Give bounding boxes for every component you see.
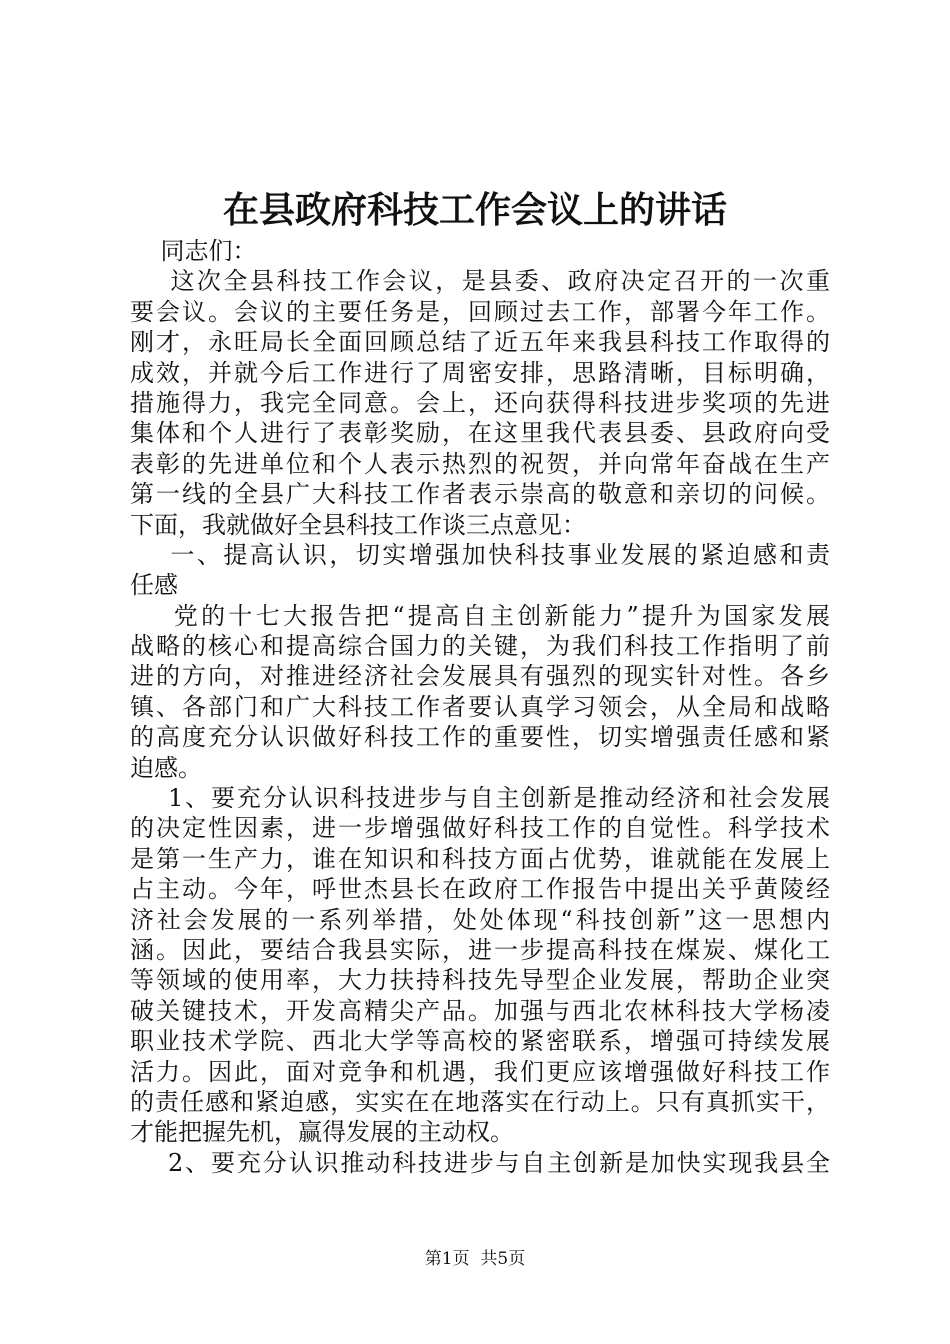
body-line: 活力。因此，面对竞争和机遇，我们更应该增强做好科技工作 xyxy=(130,1057,830,1086)
body-line: 战略的核心和提高综合国力的关键，为我们科技工作指明了前 xyxy=(130,632,830,661)
body-line: 要会议。会议的主要任务是，回顾过去工作，部署今年工作。 xyxy=(130,297,830,326)
body-line: 刚才，永旺局长全面回顾总结了近五年来我县科技工作取得的 xyxy=(130,328,830,357)
body-line: 2、要充分认识推动科技进步与自主创新是加快实现我县全 xyxy=(130,1148,830,1177)
body-line: 集体和个人进行了表彰奖励，在这里我代表县委、县政府向受 xyxy=(130,419,830,448)
body-line: 济社会发展的一系列举措，处处体现“科技创新”这一思想内 xyxy=(130,905,830,934)
document-body xyxy=(130,236,830,1178)
body-line: 涵。因此，要结合我县实际，进一步提高科技在煤炭、煤化工 xyxy=(130,935,830,964)
body-line: 表彰的先进单位和个人表示热烈的祝贺，并向常年奋战在生产 xyxy=(130,449,830,478)
body-line: 成效，并就今后工作进行了周密安排，思路清晰，目标明确， xyxy=(130,358,830,387)
body-line: 任感 xyxy=(130,571,178,600)
body-line: 下面，我就做好全县科技工作谈三点意见： xyxy=(130,510,586,539)
body-line: 进的方向，对推进经济社会发展具有强烈的现实针对性。各乡 xyxy=(130,662,830,691)
body-line: 等领域的使用率，大力扶持科技先导型企业发展，帮助企业突 xyxy=(130,966,830,995)
body-line: 破关键技术，开发高精尖产品。加强与西北农林科技大学杨凌 xyxy=(130,996,830,1025)
body-line: 的决定性因素，进一步增强做好科技工作的自觉性。科学技术 xyxy=(130,814,830,843)
body-line: 1、要充分认识科技进步与自主创新是推动经济和社会发展 xyxy=(130,784,830,813)
document-title: 在县政府科技工作会议上的讲话 xyxy=(222,189,727,231)
body-line: 的责任感和紧迫感，实实在在地落实在行动上。只有真抓实干， xyxy=(130,1087,830,1116)
body-line: 党的十七大报告把“提高自主创新能力”提升为国家发展 xyxy=(130,601,830,630)
body-line: 同志们： xyxy=(130,237,257,265)
body-line: 占主动。今年，呼世杰县长在政府工作报告中提出关乎黄陵经 xyxy=(130,875,830,904)
body-line: 才能把握先机，赢得发展的主动权。 xyxy=(130,1118,514,1147)
body-line: 是第一生产力，谁在知识和科技方面占优势，谁就能在发展上 xyxy=(130,844,830,873)
body-line: 的高度充分认识做好科技工作的重要性，切实增强责任感和紧 xyxy=(130,723,830,752)
body-line: 第一线的全县广大科技工作者表示崇高的敬意和亲切的问候。 xyxy=(130,480,830,509)
page-footer: 第1页 共5页 xyxy=(424,1249,526,1269)
body-line: 迫感。 xyxy=(130,753,202,782)
body-line: 一、提高认识，切实增强加快科技事业发展的紧迫感和责 xyxy=(130,540,830,569)
body-line: 镇、各部门和广大科技工作者要认真学习领会，从全局和战略 xyxy=(130,692,830,721)
body-line: 职业技术学院、西北大学等高校的紧密联系，增强可持续发展 xyxy=(130,1027,830,1056)
body-line: 措施得力，我完全同意。会上，还向获得科技进步奖项的先进 xyxy=(130,388,830,417)
body-line: 这次全县科技工作会议，是县委、政府决定召开的一次重 xyxy=(130,267,830,296)
